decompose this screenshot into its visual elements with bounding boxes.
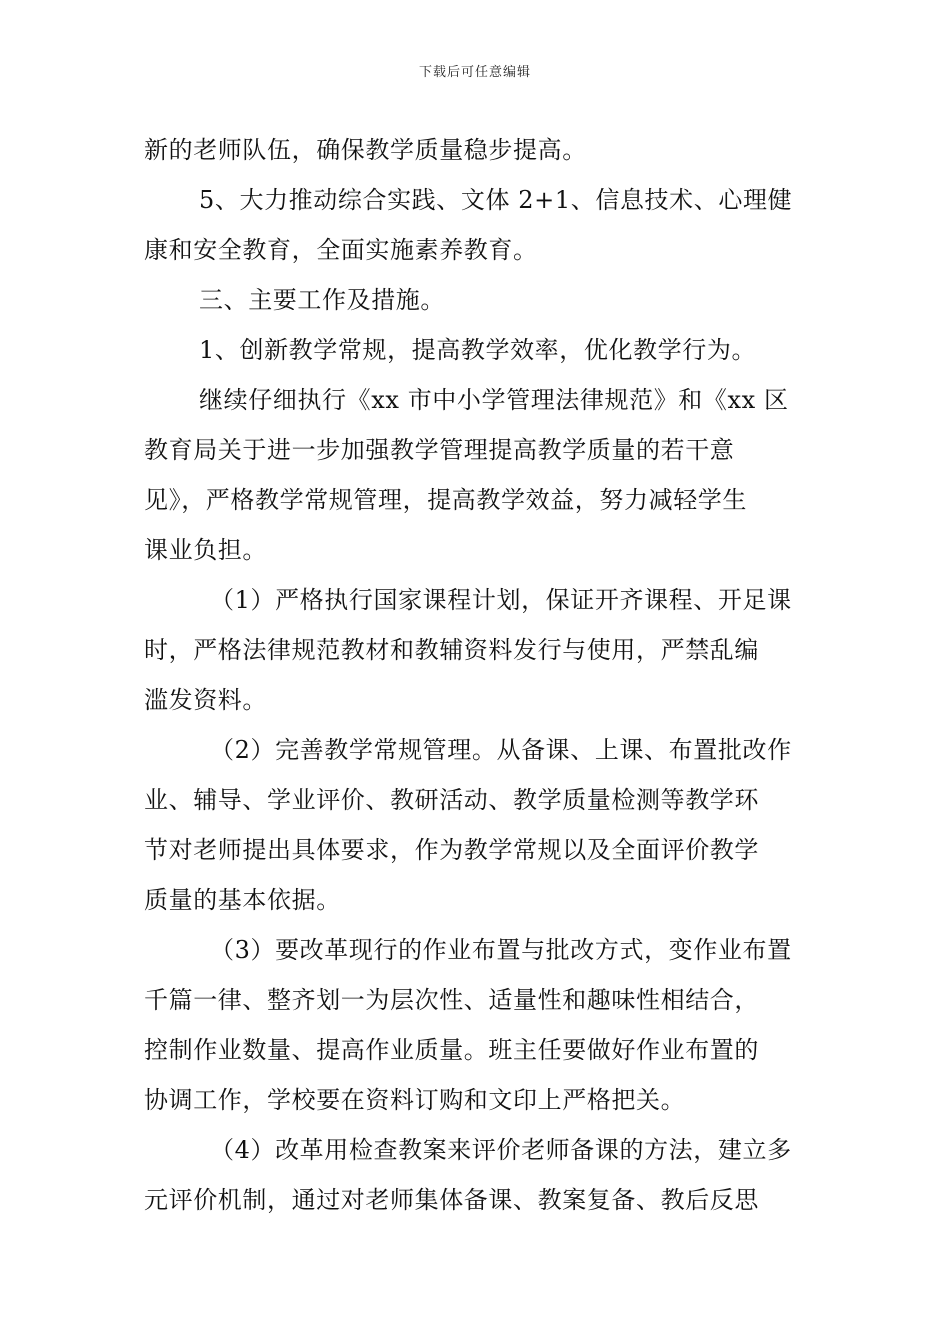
text-line: 新的老师队伍，确保教学质量稳步提高。 — [144, 136, 587, 164]
text-line: 滥发资料。 — [144, 686, 267, 714]
text-line: （3）要改革现行的作业布置与批改方式，变作业布置 — [210, 936, 792, 964]
text-line: 5、大力推动综合实践、文体 2+1、信息技术、心理健 — [199, 186, 793, 214]
subsection-heading: 1、创新教学常规，提高教学效率，优化教学行为。 — [199, 336, 757, 364]
text-line: 控制作业数量、提高作业质量。班主任要做好作业布置的 — [144, 1036, 759, 1064]
text-line: 继续仔细执行《xx 市中小学管理法律规范》和《xx 区 — [199, 386, 789, 414]
text-line: 教育局关于进一步加强教学管理提高教学质量的若干意 — [144, 436, 735, 464]
text-line: （1）严格执行国家课程计划，保证开齐课程、开足课 — [210, 586, 792, 614]
section-heading: 三、主要工作及措施。 — [199, 286, 445, 314]
text-line: 节对老师提出具体要求，作为教学常规以及全面评价教学 — [144, 836, 759, 864]
text-line: 协调工作，学校要在资料订购和文印上严格把关。 — [144, 1086, 686, 1114]
text-line: 质量的基本依据。 — [144, 886, 341, 914]
text-line: 千篇一律、整齐划一为层次性、适量性和趣味性相结合， — [144, 986, 759, 1014]
text-line: 业、辅导、学业评价、教研活动、教学质量检测等教学环 — [144, 786, 759, 814]
text-line: （2）完善教学常规管理。从备课、上课、布置批改作 — [210, 736, 792, 764]
text-line: 康和安全教育，全面实施素养教育。 — [144, 236, 538, 264]
document-body — [144, 125, 808, 1225]
text-line: 见》，严格教学常规管理，提高教学效益，努力减轻学生 — [144, 486, 747, 514]
page-header: 下载后可任意编辑 — [418, 65, 531, 80]
text-line: 元评价机制，通过对老师集体备课、教案复备、教后反思 — [144, 1186, 759, 1214]
text-line: 课业负担。 — [144, 536, 267, 564]
text-line: （4）改革用检查教案来评价老师备课的方法，建立多 — [210, 1136, 792, 1164]
text-line: 时，严格法律规范教材和教辅资料发行与使用，严禁乱编 — [144, 636, 759, 664]
